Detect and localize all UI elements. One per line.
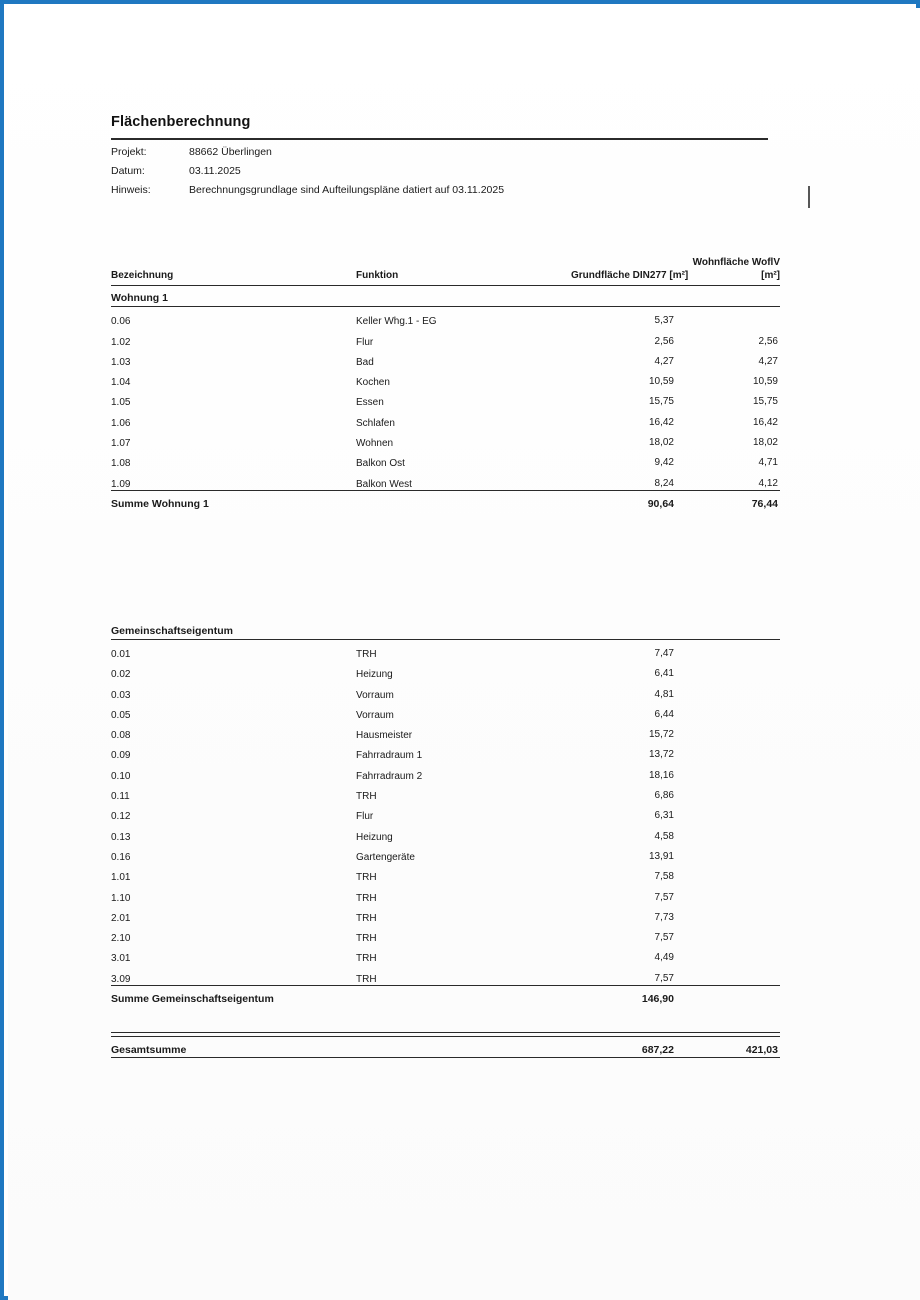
- cell-funktion: Essen: [356, 397, 384, 409]
- cell-grundflaeche: 13,91: [648, 850, 674, 862]
- table-row: [111, 964, 780, 984]
- cell-grundflaeche: 18,02: [648, 437, 674, 449]
- table-row: [111, 307, 780, 328]
- cell-grundflaeche: 7,58: [654, 871, 674, 883]
- area-calculation-table: [111, 256, 780, 1058]
- cell-bezeichnung: 0.16: [111, 851, 131, 863]
- table-row: [111, 429, 780, 449]
- meta-label-projekt: Projekt:: [111, 146, 147, 158]
- cell-funktion: TRH: [356, 648, 377, 660]
- meta-row-datum: [111, 165, 771, 184]
- meta-value-projekt: 88662 Überlingen: [189, 146, 272, 158]
- cell-funktion: TRH: [356, 892, 377, 904]
- rule-cell: [111, 1057, 356, 1058]
- cell-wohnflaeche: [676, 782, 780, 802]
- table: [111, 256, 780, 1058]
- cell-wohnflaeche: 4,71: [758, 457, 778, 469]
- cell-grundflaeche: 6,86: [654, 790, 674, 802]
- rule-cell: [676, 1057, 780, 1058]
- cell-funktion: TRH: [356, 953, 377, 965]
- cell-bezeichnung: 0.06: [111, 316, 131, 328]
- cell-wohnflaeche: [676, 307, 780, 328]
- cell-grundflaeche: 4,58: [654, 830, 674, 842]
- cell-grundflaeche: 16,42: [648, 416, 674, 428]
- cell-funktion: Flur: [356, 336, 374, 348]
- table-row: [111, 368, 780, 388]
- cell-wohnflaeche: [676, 843, 780, 863]
- scanned-page: [8, 8, 920, 1300]
- cell-funktion: Fahrradraum 1: [356, 750, 423, 762]
- cell-bezeichnung: 1.03: [111, 356, 131, 368]
- spacer: [111, 1006, 780, 1033]
- table-row: [111, 863, 780, 883]
- column-header-wohnflaeche-line1: Wohnfläche WoflV: [692, 257, 780, 268]
- cell-bezeichnung: 0.03: [111, 689, 131, 701]
- cell-funktion: Balkon Ost: [356, 458, 405, 470]
- grand-total-label: Gesamtsumme: [111, 1043, 187, 1056]
- column-header-wohnflaeche-unit: [m²]: [761, 270, 780, 281]
- cell-funktion: TRH: [356, 973, 377, 985]
- section-heading-label: Gemeinschaftseigentum: [111, 619, 780, 640]
- cell-wohnflaeche: [676, 761, 780, 781]
- cell-bezeichnung: 1.07: [111, 438, 131, 450]
- table-row: [111, 327, 780, 347]
- total-gap: [111, 1006, 780, 1033]
- scan-artifact-mark: [808, 186, 810, 208]
- table-row: [111, 822, 780, 842]
- cell-wohnflaeche: [676, 701, 780, 721]
- meta-value-hinweis: Berechnungsgrundlage sind Aufteilungspläne datiert auf 03.11.2025: [189, 184, 505, 196]
- cell-bezeichnung: 3.01: [111, 953, 131, 965]
- grand-total-row: [111, 1036, 780, 1057]
- cell-wohnflaeche: 18,02: [752, 437, 778, 449]
- cell-grundflaeche: 6,41: [654, 668, 674, 680]
- cell-wohnflaeche: 4,27: [758, 355, 778, 367]
- grand-total-wohnflaeche: 421,03: [745, 1043, 778, 1056]
- cell-bezeichnung: 0.12: [111, 811, 131, 823]
- table-row: [111, 408, 780, 428]
- cell-bezeichnung: 0.05: [111, 709, 131, 721]
- cell-grundflaeche: 8,24: [654, 477, 674, 489]
- column-header-bezeichnung: Bezeichnung: [111, 270, 174, 281]
- cell-bezeichnung: 1.06: [111, 417, 131, 429]
- table-row: [111, 680, 780, 700]
- meta-value-datum: 03.11.2025: [189, 165, 241, 177]
- section-gap: [111, 511, 780, 619]
- cell-grundflaeche: 4,27: [654, 355, 674, 367]
- rule-cell: [571, 1057, 676, 1058]
- cell-grundflaeche: 5,37: [654, 315, 674, 327]
- cell-bezeichnung: 3.09: [111, 973, 131, 985]
- cell-wohnflaeche: 2,56: [758, 335, 778, 347]
- cell-grundflaeche: 7,57: [654, 932, 674, 944]
- column-header-funktion: Funktion: [356, 270, 399, 281]
- cell-grundflaeche: 2,56: [654, 335, 674, 347]
- cell-wohnflaeche: [676, 680, 780, 700]
- cell-bezeichnung: 0.08: [111, 730, 131, 742]
- table-row: [111, 761, 780, 781]
- cell-wohnflaeche: [676, 863, 780, 883]
- cell-grundflaeche: 13,72: [648, 749, 674, 761]
- cell-funktion: Gartengeräte: [356, 851, 415, 863]
- page-title: Flächenberechnung: [111, 114, 251, 130]
- spacer: [111, 511, 780, 619]
- cell-wohnflaeche: 10,59: [752, 376, 778, 388]
- cell-grundflaeche: 6,31: [654, 810, 674, 822]
- cell-wohnflaeche: [676, 883, 780, 903]
- cell-funktion: Heizung: [356, 669, 393, 681]
- cell-grundflaeche: 10,59: [648, 376, 674, 388]
- section-sum-wohnflaeche: 76,44: [751, 497, 778, 510]
- section-heading-row-1: [111, 286, 780, 307]
- cell-funktion: Wohnen: [356, 438, 394, 450]
- cell-wohnflaeche: [676, 660, 780, 680]
- cell-grundflaeche: 9,42: [654, 457, 674, 469]
- cell-grundflaeche: 7,57: [654, 891, 674, 903]
- cell-funktion: Hausmeister: [356, 730, 413, 742]
- cell-grundflaeche: 6,44: [654, 708, 674, 720]
- cell-wohnflaeche: 15,75: [752, 396, 778, 408]
- table-row: [111, 388, 780, 408]
- cell-bezeichnung: 2.01: [111, 912, 131, 924]
- cell-grundflaeche: 4,81: [654, 688, 674, 700]
- document-meta: [111, 146, 771, 203]
- section-heading-row-2: [111, 619, 780, 640]
- table-row: [111, 701, 780, 721]
- cell-funktion: Vorraum: [356, 709, 394, 721]
- cell-wohnflaeche: [676, 721, 780, 741]
- grand-total-bottom-rule: [111, 1057, 780, 1058]
- cell-wohnflaeche: [676, 741, 780, 761]
- meta-row-projekt: [111, 146, 771, 165]
- cell-bezeichnung: 1.01: [111, 872, 131, 884]
- column-header-wohnflaeche: [676, 256, 780, 285]
- table-row: [111, 721, 780, 741]
- cell-funktion: Vorraum: [356, 689, 394, 701]
- table-header-row: [111, 256, 780, 285]
- cell-funktion: TRH: [356, 933, 377, 945]
- section-sum-grundflaeche: 90,64: [647, 497, 674, 510]
- cell-wohnflaeche: [676, 802, 780, 822]
- cell-wohnflaeche: [676, 924, 780, 944]
- cell-funktion: TRH: [356, 912, 377, 924]
- cell-bezeichnung: 0.10: [111, 770, 131, 782]
- table-row: [111, 469, 780, 489]
- cell-bezeichnung: 1.02: [111, 336, 131, 348]
- section-sum-wohnflaeche: [676, 985, 780, 1006]
- cell-grundflaeche: 15,75: [648, 396, 674, 408]
- cell-grundflaeche: 7,73: [654, 911, 674, 923]
- cell-grundflaeche: 7,57: [654, 972, 674, 984]
- section-sum-row-1: [111, 490, 780, 511]
- cell-wohnflaeche: 4,12: [758, 477, 778, 489]
- grand-total-grundflaeche: 687,22: [641, 1043, 674, 1056]
- cell-funktion: Balkon West: [356, 478, 412, 490]
- cell-bezeichnung: 0.09: [111, 750, 131, 762]
- cell-bezeichnung: 1.09: [111, 478, 131, 490]
- table-row: [111, 944, 780, 964]
- cell-funktion: TRH: [356, 872, 377, 884]
- table-row: [111, 348, 780, 368]
- section-sum-grundflaeche: 146,90: [641, 992, 674, 1005]
- cell-grundflaeche: 18,16: [648, 769, 674, 781]
- cell-funktion: Bad: [356, 356, 374, 368]
- table-row: [111, 639, 780, 660]
- table-row: [111, 802, 780, 822]
- table-row: [111, 843, 780, 863]
- cell-bezeichnung: 2.10: [111, 933, 131, 945]
- meta-label-hinweis: Hinweis:: [111, 184, 151, 196]
- cell-grundflaeche: 15,72: [648, 729, 674, 741]
- cell-bezeichnung: 0.01: [111, 648, 131, 660]
- table-row: [111, 741, 780, 761]
- rule-cell: [356, 1057, 571, 1058]
- table-row: [111, 449, 780, 469]
- cell-bezeichnung: 0.02: [111, 669, 131, 681]
- cell-wohnflaeche: [676, 639, 780, 660]
- cell-funktion: Flur: [356, 811, 374, 823]
- cell-bezeichnung: 1.08: [111, 458, 131, 470]
- section-sum-row-2: [111, 985, 780, 1006]
- cell-grundflaeche: 7,47: [654, 647, 674, 659]
- cell-grundflaeche: 4,49: [654, 952, 674, 964]
- cell-bezeichnung: 1.05: [111, 397, 131, 409]
- title-divider: [111, 138, 768, 140]
- cell-wohnflaeche: 16,42: [752, 416, 778, 428]
- section-sum-label: Summe Gemeinschaftseigentum: [111, 992, 274, 1005]
- cell-funktion: Keller Whg.1 - EG: [356, 316, 437, 328]
- cell-wohnflaeche: [676, 822, 780, 842]
- cell-funktion: TRH: [356, 791, 377, 803]
- cell-bezeichnung: 1.04: [111, 377, 131, 389]
- table-row: [111, 660, 780, 680]
- table-row: [111, 904, 780, 924]
- meta-row-hinweis: [111, 184, 771, 203]
- section-heading-label: Wohnung 1: [111, 286, 780, 307]
- cell-wohnflaeche: [676, 904, 780, 924]
- cell-funktion: Kochen: [356, 377, 390, 389]
- cell-bezeichnung: 0.13: [111, 831, 131, 843]
- cell-bezeichnung: 0.11: [111, 791, 130, 803]
- section-sum-label: Summe Wohnung 1: [111, 497, 209, 510]
- meta-label-datum: Datum:: [111, 165, 145, 177]
- table-row: [111, 924, 780, 944]
- column-header-grundflaeche: Grundfläche DIN277 [m²]: [571, 270, 689, 281]
- cell-funktion: Heizung: [356, 831, 393, 843]
- cell-funktion: Schlafen: [356, 417, 395, 429]
- table-row: [111, 883, 780, 903]
- cell-bezeichnung: 1.10: [111, 892, 131, 904]
- cell-wohnflaeche: [676, 944, 780, 964]
- cell-funktion: Fahrradraum 2: [356, 770, 423, 782]
- table-row: [111, 782, 780, 802]
- cell-wohnflaeche: [676, 964, 780, 984]
